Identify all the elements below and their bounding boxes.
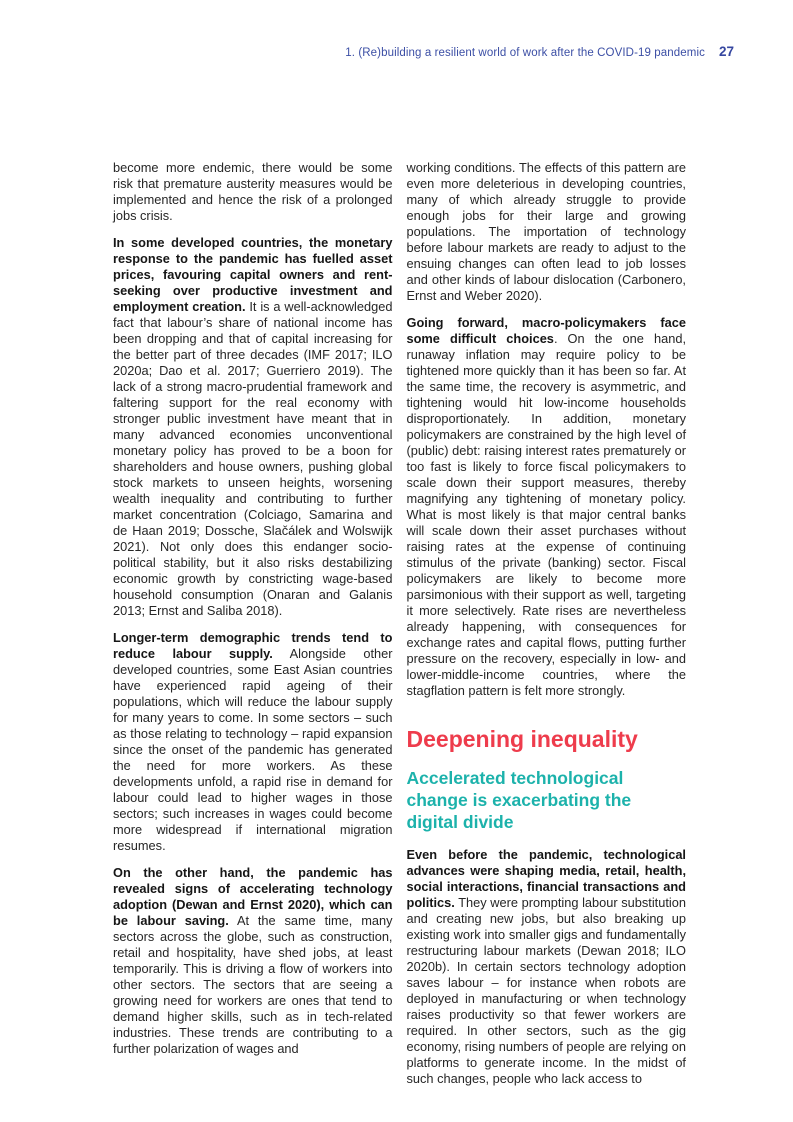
paragraph: Going forward, macro-policymakers face some difficult choices. On the one hand, runaway inflation may require policy to be tightened more quickly than it has been so far. At the same time, the recovery is asymmetric, and tightening would hit low-income households disproportionately. In addition, monetary policymakers are constrained by the high level of (public) debt: raising interest rates prematurely or too fast is likely to force fiscal policymakers to scale down their support measures, thereby magnifying any tightening of monetary policy. What is most likely is that major central banks will scale down their asset purchases without raising rates at the expense of continuing stimulus of the private (banking) sector. Fiscal policymakers are likely to become more parsimonious with their support as well, targeting it more selectively. Rate rises are nevertheless already happening, with consequences for exchange rates and capital flows, putting further pressure on the recovery, especially in low- and lower-middle-income countries, where the stagflation pattern is felt more strongly. — [406, 315, 687, 698]
paragraph: Even before the pandemic, technological advances were shaping media, retail, health, social interactions, financial transactions and politics. They were prompting labour substitution and creating new jobs, but also breaking up existing work into smaller gigs and fundamentally restructuring labour markets (Dewan 2018; ILO 2020b). In certain sectors technology adoption saves labour – for instance when robots are deployed in manufacturing or when technology raises productivity so that fewer workers are required. In other sectors, such as the gig economy, rising numbers of people are relying on platforms to generate income. In the midst of such changes, people who lack access to — [406, 847, 686, 1086]
page-number: 27 — [718, 44, 734, 59]
section-heading: Deepening inequality — [406, 726, 638, 752]
paragraph: Longer-term demographic trends tend to reduce labour supply. Alongside other developed countries, some East Asian countries have experienced rapid ageing of their populations, which will reduce the labour supply for many years to come. In some sectors – such as those relating to technology – rapid expansion since the onset of the pandemic has generated the need for more workers. As these developments unfold, a rapid rise in demand for labour could lead to higher wages in those sectors; such increases in wages could become more widespread if international migration resumes. — [113, 630, 393, 853]
paragraph-lead: Going forward, macro-policymakers face some difficult choices — [406, 315, 686, 346]
paragraph-lead: In some developed countries, the monetary response to the pandemic has fuelled asset prices, favouring capital owners and rent-seeking over productive investment and employment creation. — [113, 235, 393, 314]
running-header — [0, 44, 734, 59]
right-column — [407, 160, 687, 1098]
paragraph-lead: Even before the pandemic, technological advances were shaping media, retail, health, social interactions, financial transactions and politics. — [406, 847, 686, 910]
paragraph: working conditions. The effects of this pattern are even more deleterious in developing countries, many of which already struggle to provide enough jobs for their large and growing populations. The importation of technology before labour markets are ready to adjust to the ensuing changes can often lead to job losses and other kinds of labour dislocation (Carbonero, Ernst and Weber 2020). — [406, 160, 686, 303]
two-column-text — [113, 160, 686, 1098]
chapter-title: 1. (Re)building a resilient world of work after the COVID-19 pandemic — [345, 47, 705, 59]
paragraph: become more endemic, there would be some risk that premature austerity measures would be implemented and hence the risk of a prolonged jobs crisis. — [113, 160, 393, 223]
paragraph: In some developed countries, the monetary response to the pandemic has fuelled asset prices, favouring capital owners and rent-seeking over productive investment and employment creation. It is a well-acknowledged fact that labour’s share of national income has been dropping and that of capital increasing for the better part of three decades (IMF 2017; ILO 2020a; Dao et al. 2017; Guerriero 2019). The lack of a strong macro-prudential framework and faltering support for the real economy with stronger public investment have meant that in many advanced economies unconventional monetary policy has proved to be a boon for shareholders and house owners, pushing global stock markets to unseen heights, worsening wealth inequality and contributing to further market concentration (Colciago, Samarina and de Haan 2019; Dossche, Slačálek and Wolswijk 2021). Not only does this endanger socio-political stability, but it also risks destabilizing economic growth by constricting wage-based household consumption (Onaran and Galanis 2013; Ernst and Saliba 2018). — [113, 235, 393, 618]
left-column — [113, 160, 393, 1098]
paragraph-lead: On the other hand, the pandemic has revealed signs of accelerating technology adoption (Dewan and Ernst 2020), which can be labour saving. — [113, 865, 393, 928]
subsection-heading: Accelerated technological change is exacerbating the digital divide — [406, 768, 632, 832]
paragraph-lead: Longer-term demographic trends tend to reduce labour supply. — [113, 630, 393, 661]
paragraph: On the other hand, the pandemic has revealed signs of accelerating technology adoption (Dewan and Ernst 2020), which can be labour saving. At the same time, many sectors across the globe, such as construction, retail and hospitality, have shed jobs, at least temporarily. This is driving a flow of workers into other sectors. The sectors that are seeing a growing need for workers are ones that tend to demand higher skills, such as in tech-related industries. These trends are contributing to a further polarization of wages and — [113, 865, 393, 1056]
